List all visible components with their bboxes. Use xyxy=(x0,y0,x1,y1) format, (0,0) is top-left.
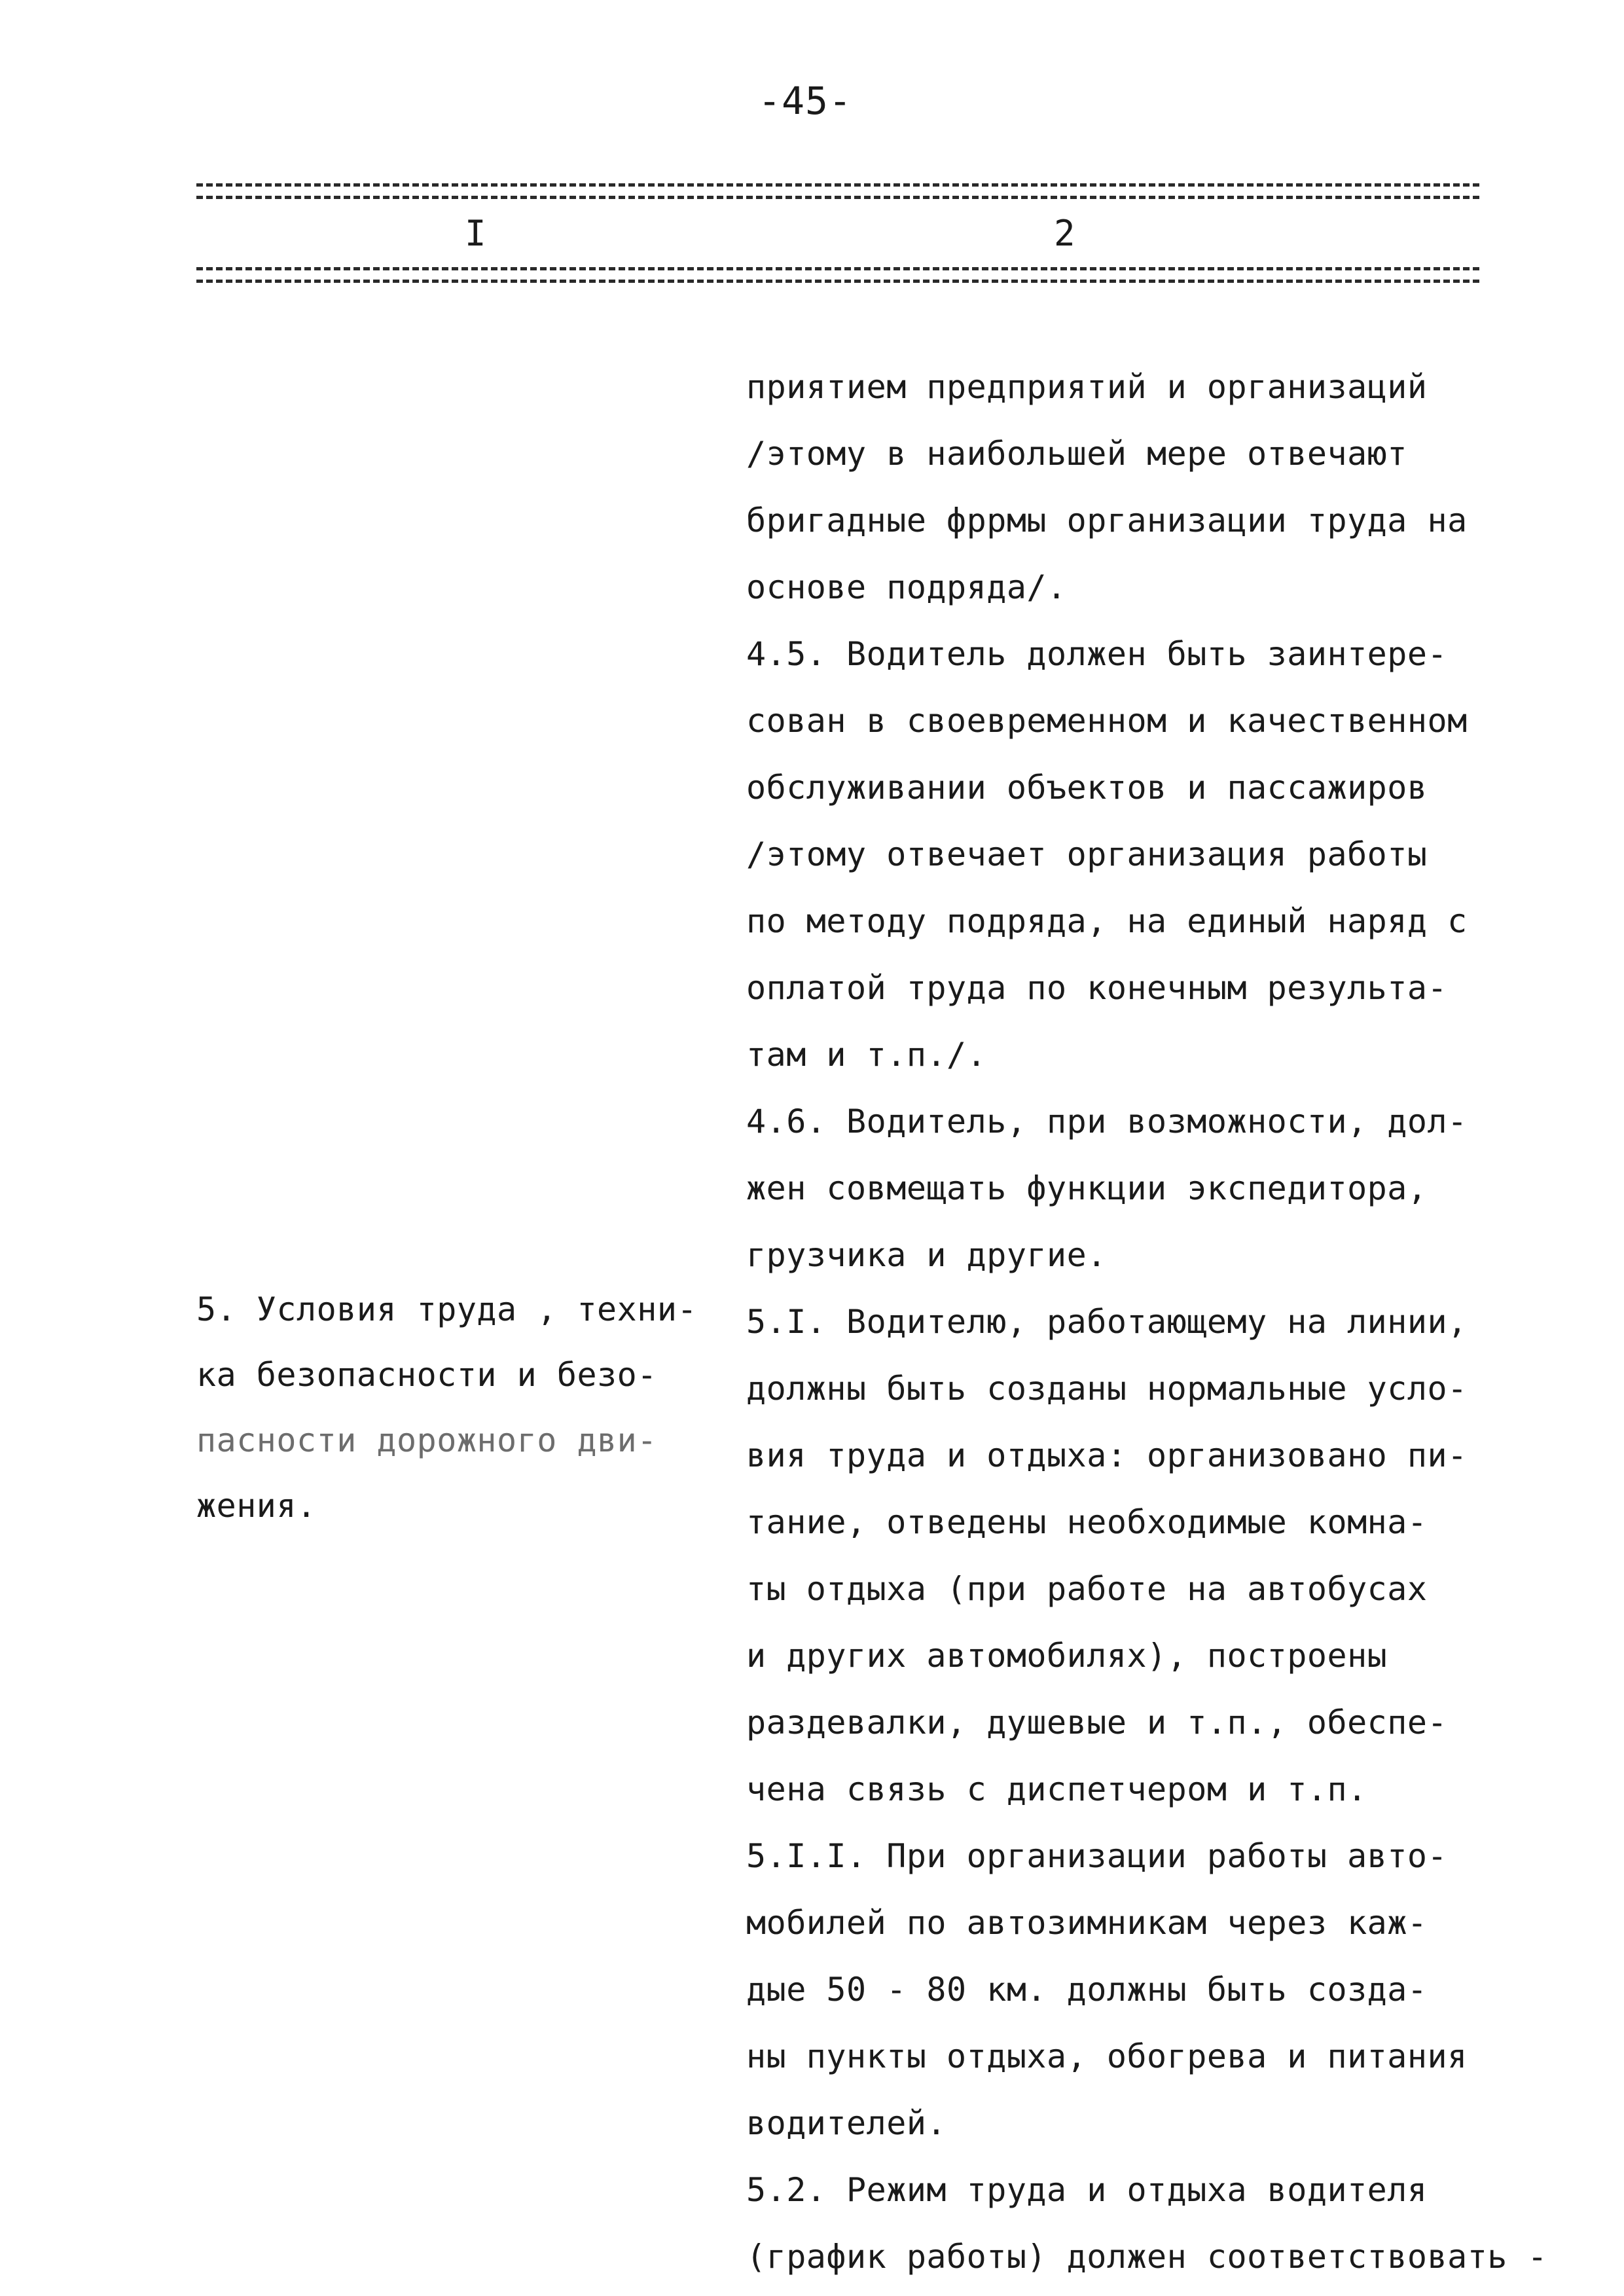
column-number-2: 2 xyxy=(1054,213,1075,254)
right-text-line: ты отдыха (при работе на автобусах xyxy=(746,1570,1428,1608)
right-text-line: оплатой труда по конечным результа- xyxy=(746,969,1448,1007)
right-text-line: обслуживании объектов и пассажиров xyxy=(746,769,1428,807)
right-text-line: /этому отвечает организация работы xyxy=(746,835,1428,873)
left-text-line: ка безопасности и безо- xyxy=(196,1356,657,1394)
right-text-line: (график работы) должен соответствовать - xyxy=(746,2238,1548,2276)
right-text-line: тание, отведены необходимые комна- xyxy=(746,1503,1428,1541)
right-text-line: приятием предприятий и организаций xyxy=(746,368,1428,406)
column-number-1: I xyxy=(465,213,486,254)
right-text-line: основе подряда/. xyxy=(746,568,1067,606)
right-text-line: 5.I.I. При организации работы авто- xyxy=(746,1837,1448,1875)
left-text-line: жения. xyxy=(196,1487,317,1525)
right-text-line: бригадные фррмы организации труда на xyxy=(746,501,1468,539)
right-text-line: раздевалки, душевые и т.п., обеспе- xyxy=(746,1704,1448,1741)
right-text-line: вия труда и отдыха: организовано пи- xyxy=(746,1436,1468,1474)
right-column xyxy=(746,354,1548,2290)
right-text-line: /этому в наибольшей мере отвечают xyxy=(746,435,1407,473)
right-text-line: водителей. xyxy=(746,2104,947,2142)
right-text-line: чена связь с диспетчером и т.п. xyxy=(746,1770,1367,1808)
right-text-line: дые 50 - 80 км. должны быть созда- xyxy=(746,1971,1428,2009)
right-text-line: сован в своевременном и качественном xyxy=(746,702,1468,740)
right-text-line: 5.2. Режим труда и отдыха водителя xyxy=(746,2171,1428,2209)
right-text-line: жен совмещать функции экспедитора, xyxy=(746,1169,1428,1207)
left-text-line: 5. Условия труда , техни- xyxy=(196,1290,698,1328)
page-number: -45- xyxy=(758,79,852,123)
header-rule-top xyxy=(196,183,1479,199)
left-column xyxy=(196,1277,733,1539)
right-text-line: грузчика и другие. xyxy=(746,1236,1107,1274)
right-text-line: по методу подряда, на единый наряд с xyxy=(746,902,1468,940)
right-text-line: 4.5. Водитель должен быть заинтере- xyxy=(746,635,1448,673)
right-text-line: 5.I. Водителю, работающему на линии, xyxy=(746,1303,1468,1341)
right-text-line: должны быть созданы нормальные усло- xyxy=(746,1370,1468,1408)
left-text-line: пасности дорожного дви- xyxy=(196,1421,657,1459)
right-text-line: мобилей по автозимникам через каж- xyxy=(746,1904,1428,1942)
right-text-line: ны пункты отдыха, обогрева и питания xyxy=(746,2037,1468,2075)
right-text-line: там и т.п./. xyxy=(746,1036,987,1074)
right-text-line: и других автомобилях), построены xyxy=(746,1637,1388,1675)
header-rule-bottom xyxy=(196,267,1479,283)
right-text-line: 4.6. Водитель, при возможности, дол- xyxy=(746,1102,1468,1140)
